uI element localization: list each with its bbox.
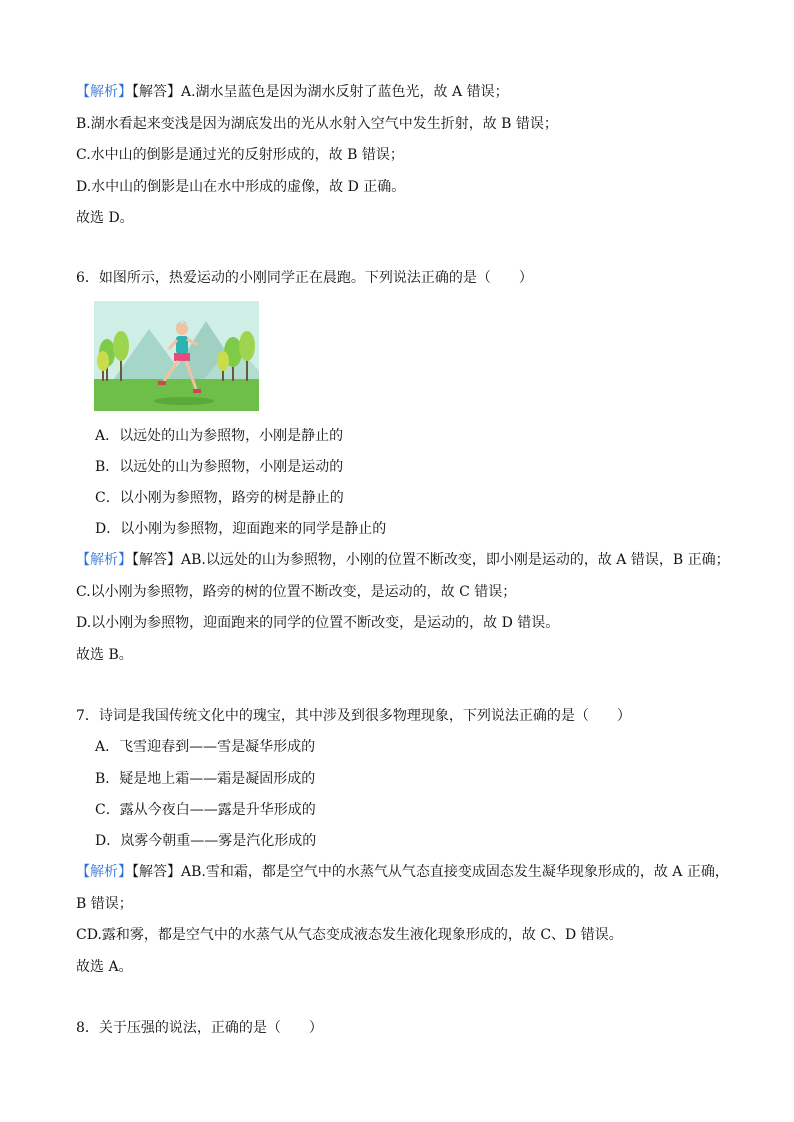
q6-analysis-line-3: D.以小刚为参照物，迎面跑来的同学的位置不断改变，是运动的，故 D 错误。 [76, 615, 560, 631]
answer-tag: 【解答】 [132, 552, 181, 568]
q6-answer-line: 故选 B。 [76, 647, 133, 663]
analysis-tag: 【解析】 [76, 84, 132, 100]
q5-analysis-line-2: B.湖水看起来变浅是因为湖底发出的光从水射入空气中发生折射，故 B 错误； [76, 116, 558, 132]
q8-stem: 8．关于压强的说法，正确的是（ ） [76, 1020, 323, 1036]
analysis-tag: 【解析】 [76, 864, 132, 880]
q6-option-d: D．以小刚为参照物，迎面跑来的同学是静止的 [95, 521, 387, 537]
q7-option-b: B．疑是地上霜——霜是凝固形成的 [95, 771, 316, 787]
q7-option-c: C．露从今夜白——露是升华形成的 [95, 802, 316, 818]
q5-analysis-line-3: C.水中山的倒影是通过光的反射形成的，故 B 错误； [76, 147, 404, 163]
analysis-tag: 【解析】 [76, 552, 132, 568]
answer-tag: 【解答】 [132, 84, 181, 100]
q6-option-b: B．以远处的山为参照物，小刚是运动的 [95, 459, 344, 475]
q7-option-a: A．飞雪迎春到——雪是凝华形成的 [95, 739, 316, 755]
runner-illustration [94, 301, 259, 411]
q7-analysis-line-3: CD.露和雾，都是空气中的水蒸气从气态变成液态发生液化现象形成的，故 C、D 错误。 [76, 927, 623, 943]
q5-analysis-line-1: 【解析】【解答】A.湖水呈蓝色是因为湖水反射了蓝色光，故 A 错误； [76, 84, 509, 100]
q7-analysis-line-1: 【解析】【解答】AB.雪和霜，都是空气中的水蒸气从气态直接变成固态发生凝华现象形成的，故 A 正确， [76, 864, 729, 880]
q6-analysis-line-1: 【解析】【解答】AB.以远处的山为参照物，小刚的位置不断改变，即小刚是运动的，故 A 错误，B 正确； [76, 552, 730, 568]
q7-answer-line: 故选 A。 [76, 959, 133, 975]
q5-analysis-line-4: D.水中山的倒影是山在水中形成的虚像，故 D 正确。 [76, 179, 406, 195]
q7-stem: 7．诗词是我国传统文化中的瑰宝，其中涉及到很多物理现象，下列说法正确的是（ ） [76, 708, 631, 724]
q5-answer-line: 故选 D。 [76, 210, 134, 226]
answer-tag: 【解答】 [132, 864, 181, 880]
q7-option-d: D．岚雾今朝重——雾是汽化形成的 [95, 833, 317, 849]
q7-analysis-line-2: B 错误； [76, 896, 133, 912]
q6-stem: 6．如图所示，热爱运动的小刚同学正在晨跑。下列说法正确的是（ ） [76, 270, 533, 286]
q6-analysis-line-2: C.以小刚为参照物，路旁的树的位置不断改变，是运动的，故 C 错误； [76, 584, 517, 600]
q6-option-c: C．以小刚为参照物，路旁的树是静止的 [95, 490, 344, 506]
q6-option-a: A．以远处的山为参照物，小刚是静止的 [95, 428, 344, 444]
